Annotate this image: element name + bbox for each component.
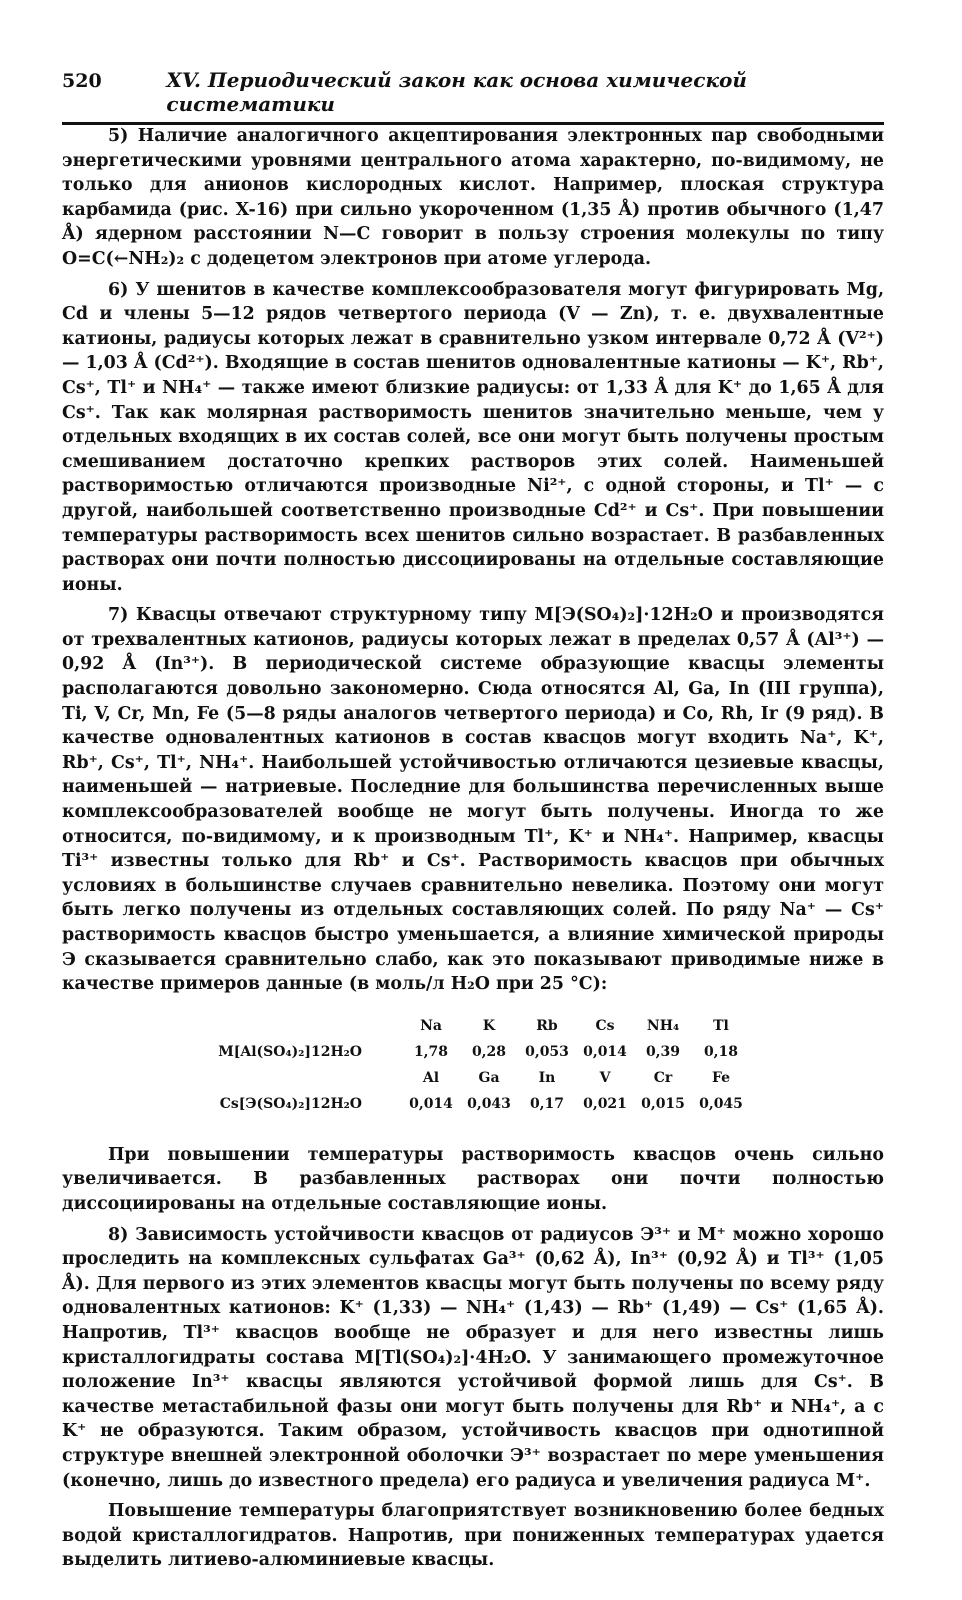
page-body: [62, 124, 884, 1579]
page-header: [62, 68, 884, 125]
table-cell: 1,78: [413, 1043, 449, 1060]
table-cell: 0,015: [641, 1095, 685, 1112]
table-cell: 0,045: [699, 1095, 743, 1112]
table-header-cell: Fe: [711, 1069, 731, 1086]
table-cell: 0,18: [703, 1043, 739, 1060]
table-cell: 0,014: [583, 1043, 627, 1060]
table-header-cell: V: [599, 1069, 611, 1086]
paragraph-6: 6) У шенитов в качестве комплексообразователя могут фигурировать Mg, Cd и члены 5—12 рядов четвертого периода (V — Zn), т. е. двухвалентные катионы, радиусы которых лежат в сравнительно узком интервале 0,72 Å (V²⁺) — 1,03 Å (Cd²⁺). Входящие в состав шенитов одновалентные катионы — K⁺, Rb⁺, Cs⁺, Tl⁺ и NH₄⁺ — также имеют близкие радиусы: от 1,33 Å для K⁺ до 1,65 Å для Cs⁺. Так как молярная растворимость шенитов значительно меньше, чем у отдельных входящих в их состав солей, все они могут быть получены простым смешиванием достаточно крепких растворов этих солей. Наименьшей растворимостью отличаются производные Ni²⁺, с одной стороны, и Tl⁺ — с другой, наибольшей соответственно производные Cd²⁺ и Cs⁺. При повышении температуры растворимость всех шенитов сильно возрастает. В разбавленных растворах они почти полностью диссоциированы на отдельные составляющие ионы.: [62, 279, 884, 595]
paragraph-7: 7) Квасцы отвечают структурному типу M[Э(SO₄)₂]·12H₂O и производятся от трехвалентных катионов, радиусы которых лежат в пределах 0,57 Å (Al³⁺) — 0,92 Å (In³⁺). В периодической системе образующие квасцы элементы располагаются довольно закономерно. Сюда относятся Al, Ga, In (III группа), Ti, V, Cr, Mn, Fe (5—8 ряды аналогов четвертого периода) и Co, Rh, Ir (9 ряд). В качестве одновалентных катионов в состав квасцов могут входить Na⁺, K⁺, Rb⁺, Cs⁺, Tl⁺, NH₄⁺. Наибольшей устойчивостью отличаются цезиевые квасцы, наименьшей — натриевые. Последние для большинства перечисленных выше комплексообразователей вообще не могут быть получены. Иногда то же относится, по-видимому, и к производным Tl⁺, K⁺ и NH₄⁺. Например, квасцы Ti³⁺ известны только для Rb⁺ и Cs⁺. Растворимость квасцов при обычных условиях в большинстве случаев сравнительно невелика. Поэтому они могут быть легко получены из отдельных составляющих солей. По ряду Na⁺ — Cs⁺ растворимость квасцов быстро уменьшается, а влияние химической природы Э сказывается сравнительно слабо, как это показывают приводимые ниже в качестве примеров данные (в моль/л H₂O при 25 °C):: [62, 605, 884, 995]
table-cell: 0,021: [583, 1095, 627, 1112]
table-formula: M[Al(SO₄)₂]12H₂O: [218, 1043, 362, 1060]
table-header-row: [62, 1013, 884, 1039]
table-cell: 0,043: [467, 1095, 511, 1112]
table-header-cell: Na: [420, 1017, 442, 1034]
table-cell: 0,39: [645, 1043, 681, 1060]
table-formula: Cs[Э(SO₄)₂]12H₂O: [219, 1095, 362, 1112]
table-cell: 0,053: [525, 1043, 569, 1060]
table-row: [62, 1091, 884, 1117]
running-title: XV. Периодический закон как основа химической систематики: [166, 68, 747, 116]
table-header-cell: Cs: [595, 1017, 615, 1034]
table-header-cell: K: [482, 1017, 496, 1034]
page-number: 520: [62, 70, 102, 92]
paragraph-solubility-temp: При повышении температуры растворимость квасцов очень сильно увеличивается. В разбавленных растворах они почти полностью диссоциированы на отдельные составляющие ионы.: [62, 1144, 884, 1214]
table-row: [62, 1039, 884, 1065]
table-header-cell: Tl: [713, 1017, 729, 1034]
paragraph-final: Повышение температуры благоприятствует возникновению более бедных водой кристаллогидратов. Напротив, при пониженных температурах удается выделить литиево-алюминиевые квасцы.: [62, 1501, 884, 1571]
table-header-cell: Cr: [653, 1069, 673, 1086]
table-header-cell: In: [538, 1069, 556, 1086]
paragraph-8: 8) Зависимость устойчивости квасцов от радиусов Э³⁺ и M⁺ можно хорошо проследить на комплексных сульфатах Ga³⁺ (0,62 Å), In³⁺ (0,92 Å) и Tl³⁺ (1,05 Å). Для первого из этих элементов квасцы могут быть получены по всему ряду одновалентных катионов: K⁺ (1,33) — NH₄⁺ (1,43) — Rb⁺ (1,49) — Cs⁺ (1,65 Å). Напротив, Tl³⁺ квасцов вообще не образует и для него известны лишь кристаллогидраты состава M[Tl(SO₄)₂]·4H₂O. У занимающего промежуточное положение In³⁺ квасцы являются устойчивой формой лишь для Cs⁺. В качестве метастабильной фазы они могут быть получены для Rb⁺ и NH₄⁺, а с K⁺ не образуются. Таким образом, устойчивость квасцов при однотипной структуре внешней электронной оболочки Э³⁺ возрастает по мере уменьшения (конечно, лишь до известного предела) его радиуса и увеличения радиуса M⁺.: [62, 1224, 884, 1491]
table-header-cell: Rb: [536, 1017, 558, 1034]
table-cell: 0,17: [529, 1095, 565, 1112]
table-cell: 0,28: [471, 1043, 507, 1060]
paragraph-5: 5) Наличие аналогичного акцептирования электронных пар свободными энергетическими уровнями центрального атома характерно, по-видимому, не только для анионов кислородных кислот. Например, плоская структура карбамида (рис. X-16) при сильно укороченном (1,35 Å) против обычного (1,47 Å) ядерном расстоянии N—C говорит в пользу строения молекулы по типу O=C(←NH₂)₂ с додецетом электронов при атоме углерода.: [62, 126, 884, 269]
table-header-cell: Al: [422, 1069, 440, 1086]
solubility-table: [62, 1013, 884, 1117]
table-cell: 0,014: [409, 1095, 453, 1112]
table-header-cell: Ga: [478, 1069, 500, 1086]
table-header-row: [62, 1065, 884, 1091]
table-header-cell: NH₄: [646, 1017, 680, 1034]
